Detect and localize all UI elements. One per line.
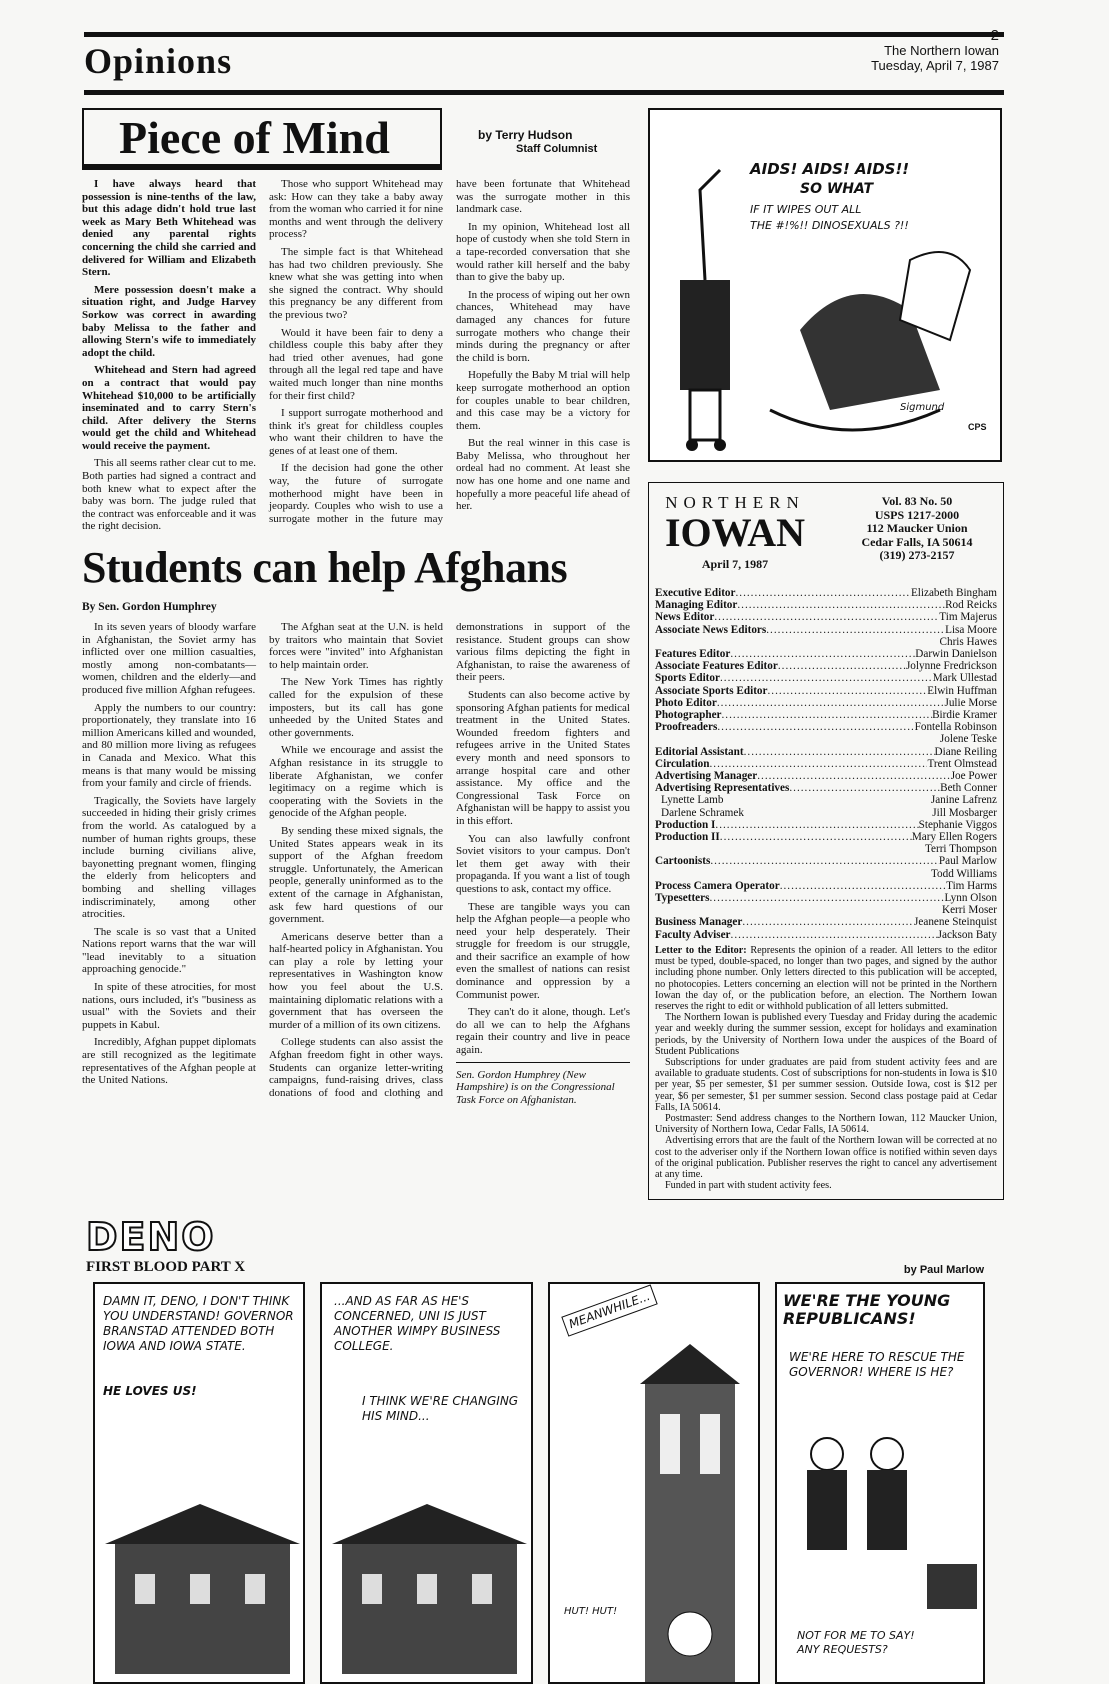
staff-title: Business Manager xyxy=(655,916,743,929)
masthead-name: IOWAN xyxy=(664,510,806,555)
comic-header xyxy=(82,1216,1004,1276)
staff-row xyxy=(655,819,997,831)
paragraph: Students can also become active by sponsoring Afghan patients for medical treatment in the United States. Wounded freedom fighters and refugees arrive in the United States every month and need sponsors to arrange hospital care and other assistance. My office and the Congressional Task Force on Afghanistan will be happy to assist you in this effort. xyxy=(456,689,630,827)
leader-dots xyxy=(655,843,925,855)
leader-dots xyxy=(717,721,914,733)
staff-name: Tim Harms xyxy=(946,879,997,892)
staff-title: Photographer xyxy=(655,709,722,722)
staff-title: Executive Editor xyxy=(655,587,736,599)
staff-name: Jolynne Fredrickson xyxy=(905,660,997,673)
staff-row xyxy=(655,672,997,684)
paragraph: Incredibly, Afghan puppet diplomats are still recognized as the legitimate representatives of the Afghan people at the United Nations. xyxy=(82,1036,256,1087)
leader-dots xyxy=(768,685,928,697)
staff-list xyxy=(655,587,997,941)
comic-panel-3 xyxy=(548,1282,760,1684)
paragraph: In its seven years of bloody warfare in Afghanistan, the Soviet army has inflicted over one million casualties, mostly among non-combatants—women, children and the elderly—and produced five million Afghan refugees. xyxy=(82,621,256,696)
paragraph: Would it have been fair to deny a childless couple this baby after they had tried other avenues, had gone through all the legal red tape and have waited much longer than nine months for their first child? xyxy=(269,326,443,402)
characters-illustration xyxy=(777,1414,985,1614)
page-info xyxy=(871,28,999,73)
paragraph: I have always heard that possession is nine-tenths of the law, but this adage didn't hold true last week as Mary Beth Whitehead was denied any parental rights concerning the child she carried and delivered for William and Elizabeth Stern. xyxy=(82,178,256,279)
letter-policy: Represents the opinion of a reader. All letters to the editor must be typed, double-spaced, no longer than two pages, and signed by the author including phone number. Only letters directed to this publication will be accepted, no photocopies. Letters concerning an election will not be printed in the Northern Iowan the day of, or the publication before, an election. The Northern Iowan reserves the right to edit or withhold publication of all letters submitted. xyxy=(655,944,997,1012)
staff-row xyxy=(655,746,997,758)
paper-name: The Northern Iowan xyxy=(884,43,999,58)
leader-dots xyxy=(737,599,945,611)
top-row xyxy=(82,108,1004,1200)
staff-title: Associate Sports Editor xyxy=(655,684,768,697)
staff-row xyxy=(655,599,997,611)
staff-name: Elwin Huffman xyxy=(927,684,997,697)
staff-name: Kerri Moser xyxy=(942,904,997,917)
staff-row xyxy=(655,929,997,941)
staff-row xyxy=(655,807,997,819)
panel-sound: HUT! HUT! xyxy=(564,1606,618,1618)
staff-name: Fontella Robinson xyxy=(914,721,997,734)
masthead-box xyxy=(648,482,1004,1200)
staff-row xyxy=(655,721,997,733)
paragraph: If the decision had gone the other way, the future of surrogate motherhood might have been in jeopardy. Couples who wish to use a surrogate mother in the future may have been fortunate that Whitehead was the surrogate mother in this landmark case. xyxy=(269,178,630,525)
cartoon-caption-4: THE #!%!! DINOSEXUALS ?!! xyxy=(750,219,909,232)
column-header xyxy=(82,108,630,170)
header-rule-bottom xyxy=(84,90,1004,95)
masthead-info xyxy=(837,495,997,563)
staff-row xyxy=(655,880,997,892)
issue-date: Tuesday, April 7, 1987 xyxy=(871,58,999,73)
letter-label: Letter to the Editor: xyxy=(655,944,747,956)
panel-dialogue: WE'RE THE YOUNG REPUBLICANS! xyxy=(783,1291,951,1329)
paragraph: The scale is so vast that a United Nations report warns that the war will "lead inevitably to a situation approaching genocide." xyxy=(82,925,256,976)
staff-title: Photo Editor xyxy=(655,696,717,709)
staff-name: Jill Mosbarger xyxy=(932,806,997,819)
staff-name: Lisa Moore xyxy=(945,623,997,636)
cartoon-signature: Sigmund xyxy=(900,402,945,413)
paragraph: By sending these mixed signals, the United States appears weak in its support of the Afghan freedom struggle. Unfortunately, the American people, generally uninformed as to the extent of the carnage in Afghanistan, ask few hard questions of our government. xyxy=(269,824,443,926)
leader-dots xyxy=(731,929,938,941)
staff-name: Julie Morse xyxy=(944,696,997,709)
paragraph: The New York Times has rightly called for the expulsion of these imposters, but its call has gone unheeded by the United States and other governments. xyxy=(269,676,443,739)
usps: USPS 1217-2000 xyxy=(874,507,960,522)
panel-reply: NOT FOR ME TO SAY! ANY REQUESTS? xyxy=(797,1629,915,1657)
paragraph: Apply the numbers to our country: proportionately, they translate into 16 million Americans killed and wounded, and 80 million more living as refugees in Canada and Mexico. What this means is that many would be missing from your family and circle of friends. xyxy=(82,701,256,790)
panel-dialogue: DAMN IT, DENO, I DON'T THINK YOU UNDERSTAND! GOVERNOR BRANSTAD ATTENDED BOTH IOWA AND IOWA STATE. xyxy=(103,1294,294,1354)
staff-row xyxy=(655,794,997,806)
leader-dots xyxy=(709,892,944,904)
notice: The Northern Iowan is published every Tuesday and Friday during the academic year and weekly during the summer session, except for holidays and examination periods, by the University of Northern Iowa under the auspices of the Board of Student Publications xyxy=(655,1012,997,1057)
cartoon-credit: CPS xyxy=(968,422,987,432)
staff-title: Advertising Manager xyxy=(655,770,758,783)
column1-text xyxy=(82,178,630,533)
staff-name: Mary Ellen Rogers xyxy=(911,831,997,844)
staff-row xyxy=(655,685,997,697)
staff-title: Advertising Representatives xyxy=(655,782,790,795)
staff-name: Jackson Baty xyxy=(937,928,997,941)
paragraph: Mere possession doesn't make a situation right, and Judge Harvey Sorkow was correct in awarding baby Melissa to the father and allowing Stern's wife to immediately adopt the child. xyxy=(82,283,256,359)
staff-title: News Editor xyxy=(655,611,715,624)
staff-row xyxy=(655,587,997,599)
notice: Advertising errors that are the fault of the Northern Iowan will be corrected at no cost to the adveriser only if the Northern Iowan office is notified within seven days of the original publication. Publisher reserves the right to cancel any advertisement at any time. xyxy=(655,1135,997,1180)
staff-title: Circulation xyxy=(655,757,710,770)
panel-dialogue: ...AND AS FAR AS HE'S CONCERNED, UNI IS JUST ANOTHER WIMPY BUSINESS COLLEGE. xyxy=(334,1294,501,1354)
staff-title: Production II xyxy=(655,831,720,844)
leader-dots xyxy=(655,904,942,916)
staff-name: Jeanene Steinquist xyxy=(914,916,997,929)
leader-dots xyxy=(655,733,940,745)
section-title: Opinions xyxy=(84,41,233,81)
staff-title: Features Editor xyxy=(655,648,731,661)
leader-dots xyxy=(717,697,945,709)
volume: Vol. 83 No. 50 xyxy=(881,494,953,508)
notice: Funded in part with student activity fees. xyxy=(665,1180,832,1192)
paragraph: Whitehead and Stern had agreed on a contract that would pay Whitehead $10,000 to be artificially inseminated and to carry Stern's child. After delivery the Sterns would get the child and Whitehead would receive the payment. xyxy=(82,364,256,452)
author-note: Sen. Gordon Humphrey (New Hampshire) is on the Congressional Task Force on Afghanistan. xyxy=(456,1062,630,1107)
house-illustration xyxy=(95,1484,305,1684)
comic-byline: by Paul Marlow xyxy=(903,1264,984,1277)
leader-dots xyxy=(744,746,935,758)
page-number: 2 xyxy=(990,27,999,44)
staff-row xyxy=(655,770,997,782)
paragraph: In spite of these atrocities, for most nations, ours included, it's "business as usual" with the Soviets and their puppets in Kabul. xyxy=(82,981,256,1031)
leader-dots xyxy=(778,660,906,672)
staff-title: Proofreaders xyxy=(655,721,718,734)
staff-name: Todd Williams xyxy=(931,867,997,880)
paragraph: These are tangible ways you can help the Afghan people—a people who need your help desperately. Their struggle for freedom is our struggle, and their sacrifice an example of how even the smallest of nations can resist dominance and oppression by a Communist power. xyxy=(456,900,630,1001)
staff-title: Associate Features Editor xyxy=(655,660,778,673)
address: 112 Maucker Union xyxy=(866,521,968,535)
staff-row xyxy=(655,868,997,880)
staff-row xyxy=(655,697,997,709)
paragraph: Hopefully the Baby M trial will help keep surrogate motherhood an option for couples unable to bear children, and this case may be a victory for them. xyxy=(456,369,630,432)
comic-panel-1 xyxy=(93,1282,305,1684)
leader-dots xyxy=(720,672,933,684)
staff-name: Chris Hawes xyxy=(939,635,997,648)
staff-name: Elizabeth Bingham xyxy=(910,587,997,599)
notice: Postmaster: Send address changes to the Northern Iowan, 112 Maucker Union, University of Northern Iowa, Cedar Falls, IA 50614. xyxy=(655,1112,997,1136)
paragraph: In the process of wiping out her own chances, Whitehead may have damaged any chances for future surrogate mothers who change their minds during the pregnancy or after the child is born. xyxy=(456,288,630,364)
byline-author: by Terry Hudson xyxy=(478,128,573,142)
staff-name: Joe Power xyxy=(950,770,997,783)
staff-row xyxy=(655,782,997,794)
staff-row xyxy=(655,843,997,855)
paragraph: I support surrogate motherhood and think it's great for childless couples who want their children to have the genes of at least one of them. xyxy=(269,407,443,457)
article-byline: By Sen. Gordon Humphrey xyxy=(82,601,217,614)
comic-strip xyxy=(82,1216,1004,1684)
staff-row xyxy=(655,892,997,904)
paragraph: You can also lawfully confront Soviet visitors to your campus. Don't let them get away with their propaganda. If you want a list of tough questions to ask, contact my office. xyxy=(456,832,630,895)
comic-subtitle: FIRST BLOOD PART X xyxy=(86,1259,246,1276)
staff-name: Rod Reicks xyxy=(945,599,997,612)
staff-name: Darwin Danielson xyxy=(915,648,997,661)
right-area xyxy=(648,108,1004,1200)
staff-title: Typesetters xyxy=(655,892,710,905)
comic-panels xyxy=(82,1282,1004,1684)
staff-name: Jolene Teske xyxy=(939,733,997,746)
paragraph: While we encourage and assist the Afghan resistance in its struggle to liberate Afghanistan, we confer legitimacy on a regime which is cooperating with the Soviets in the genocide of the Afghan people. xyxy=(269,744,443,820)
masthead-logo xyxy=(655,493,815,572)
article-headline: Students can help Afghans xyxy=(82,543,568,593)
campanile-illustration xyxy=(550,1344,760,1684)
staff-title: Production I xyxy=(655,818,716,831)
column-title: Piece of Mind xyxy=(82,108,442,170)
byline-role: Staff Columnist xyxy=(516,143,598,155)
staff-title: Darlene Schramek xyxy=(661,806,744,819)
staff-row xyxy=(655,709,997,721)
paragraph: This all seems rather clear cut to me. Both parties had signed a contract and both knew what to expect after the baby was born. The judge ruled that the contract was enforceable and it was the right decision. xyxy=(82,457,256,533)
leader-dots xyxy=(757,770,950,782)
staff-name: Beth Conner xyxy=(940,782,997,795)
left-area xyxy=(82,108,630,1106)
panel-caption: MEANWHILE... xyxy=(561,1285,658,1337)
comic-panel-2 xyxy=(320,1282,533,1684)
phone: (319) 273-2157 xyxy=(879,548,955,562)
leader-dots xyxy=(655,636,940,648)
editorial-cartoon xyxy=(648,108,1002,462)
leader-dots xyxy=(715,819,918,831)
staff-row xyxy=(655,916,997,928)
staff-title: Process Camera Operator xyxy=(655,879,780,892)
leader-dots xyxy=(766,624,945,636)
house-illustration xyxy=(322,1484,533,1684)
staff-row xyxy=(655,831,997,843)
leader-dots xyxy=(730,648,915,660)
staff-title: Editorial Assistant xyxy=(655,745,744,758)
leader-dots xyxy=(744,807,932,819)
staff-name: Trent Olmstead xyxy=(927,757,997,770)
staff-row xyxy=(655,733,997,745)
leader-dots xyxy=(742,916,914,928)
masthead-name-top: NORTHERN xyxy=(665,493,805,512)
paragraph: Those who support Whitehead may ask: How can they take a baby away from the woman who carried it for nine months and went through the delivery process? xyxy=(269,178,443,241)
paragraph: The Afghan seat at the U.N. is held by traitors who maintain that Soviet forces were "invited" into Afghanistan to help maintain order. xyxy=(269,621,443,671)
cartoon-caption-2: SO WHAT xyxy=(800,181,874,197)
staff-name: Tim Majerus xyxy=(939,611,997,624)
staff-name: Lynn Olson xyxy=(944,892,997,905)
paragraph: They can't do it alone, though. Let's do all we can to help the Afghans regain their country and live in peace again. xyxy=(456,1006,630,1057)
staff-row xyxy=(655,611,997,623)
masthead-fine-print xyxy=(655,945,997,1191)
city: Cedar Falls, IA 50614 xyxy=(861,534,973,549)
comic-title: DENO xyxy=(86,1215,216,1260)
staff-name: Paul Marlow xyxy=(938,855,997,868)
comic-heading xyxy=(86,1216,245,1276)
page-body xyxy=(82,108,1004,1684)
header-rule-top xyxy=(84,32,1004,37)
staff-row xyxy=(655,648,997,660)
leader-dots xyxy=(655,868,931,880)
staff-name: Diane Reiling xyxy=(934,745,997,758)
staff-row xyxy=(655,904,997,916)
leader-dots xyxy=(720,831,912,843)
leader-dots xyxy=(723,794,930,806)
staff-title: Cartoonists xyxy=(655,855,711,868)
cartoon-caption-3: IF IT WIPES OUT ALL xyxy=(750,203,862,216)
comic-panel-4 xyxy=(775,1282,985,1684)
leader-dots xyxy=(789,782,940,794)
staff-row xyxy=(655,660,997,672)
column-byline xyxy=(478,128,597,156)
staff-title: Associate News Editors xyxy=(655,623,767,636)
panel-dialogue-2: WE'RE HERE TO RESCUE THE GOVERNOR! WHERE IS HE? xyxy=(789,1350,965,1380)
paragraph: But the real winner in this case is Baby Melissa, who throughout her ordeal had no comment. At least she now has one home and one name and hopefully a more peaceful life ahead of her. xyxy=(456,437,630,513)
leader-dots xyxy=(710,855,939,867)
staff-title: Lynette Lamb xyxy=(661,794,724,807)
notice: Subscriptions for under graduates are paid from student activity fees and are available to graduate students. Cost of subscriptions for non-students in Iowa is $10 per year, $5 per semester, $1 per summer session. Outside Iowa, cost is $12 per year, $6 per semester, $1 per summer session. Second class postage paid at Cedar Falls, IA 50614. xyxy=(655,1056,997,1113)
paragraph: College students can also assist the Afghan freedom fight in other ways. Students can organize letter-writing campaigns, fund-raising drives, class donations of food and clothing and demonstrations in support of the resistance. Student groups can show various films depicting the fight in Afghanistan, to raise the awareness of their peers. xyxy=(269,621,630,1099)
staff-name: Mark Ullestad xyxy=(932,672,997,685)
staff-row xyxy=(655,758,997,770)
leader-dots xyxy=(735,587,910,599)
panel-dialogue-2: I THINK WE'RE CHANGING HIS MIND... xyxy=(362,1394,519,1424)
paragraph: The simple fact is that Whitehead has had two children previously. She knew what she was getting into when she signed the contract. Why should this pregnancy be any different from the previous two? xyxy=(269,245,443,321)
leader-dots xyxy=(714,611,939,623)
leader-dots xyxy=(710,758,928,770)
paragraph: Tragically, the Soviets have largely succeeded in hiding their grisly crimes from the world. As catalogued by a number of human rights groups, these include burning civilians alive, bayonetting pregnant women, flinging the elderly from helicopters and bombing and shelling villages indiscriminately, among other atrocities. xyxy=(82,794,256,921)
staff-row xyxy=(655,636,997,648)
staff-row xyxy=(655,855,997,867)
staff-name: Birdie Kramer xyxy=(932,709,997,722)
cartoon-caption-1: AIDS! AIDS! AIDS!! xyxy=(750,160,910,178)
leader-dots xyxy=(722,709,933,721)
masthead-top xyxy=(655,493,997,587)
paragraph: In my opinion, Whitehead lost all hope of custody when she told Stern in a tape-recorded conversation that she would rather kill herself and the baby than to give the baby up. xyxy=(456,220,630,284)
masthead-date: April 7, 1987 xyxy=(701,557,769,571)
staff-title: Sports Editor xyxy=(655,672,720,685)
panel-dialogue-emphasis: HE LOVES US! xyxy=(103,1384,197,1399)
staff-row xyxy=(655,624,997,636)
staff-title: Managing Editor xyxy=(655,599,738,612)
leader-dots xyxy=(780,880,946,892)
staff-name: Terri Thompson xyxy=(924,843,997,856)
staff-title: Faculty Adviser xyxy=(655,928,731,941)
article-text xyxy=(82,621,630,1106)
paragraph: Americans deserve better than a half-hearted policy in Afghanistan. You can play a role by letting your representatives in Washington know how you feel about the U.S. maintaining diplomatic relations with a government that has overseen the murder of a million of its own citizens. xyxy=(269,930,443,1031)
staff-name: Janine Lafrenz xyxy=(930,794,997,807)
staff-name: Stephanie Viggos xyxy=(918,818,997,831)
